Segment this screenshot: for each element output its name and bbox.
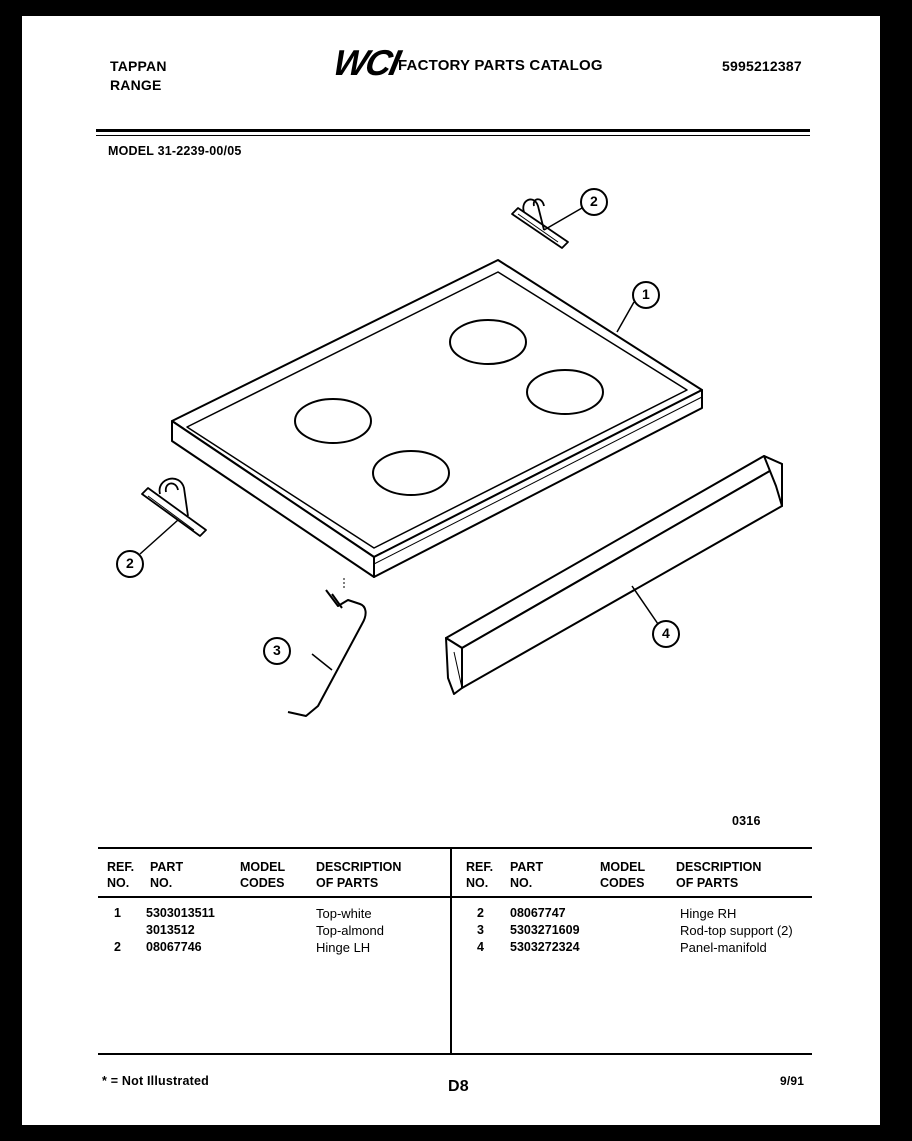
product-name: RANGE xyxy=(110,77,162,93)
right-row-1-part: 08067747 xyxy=(510,906,566,920)
right-header-desc: DESCRIPTION OF PARTS xyxy=(676,860,762,890)
left-header-part: PART NO. xyxy=(150,860,184,890)
table-header-rule xyxy=(98,896,812,898)
right-row-2-part: 5303271609 xyxy=(510,923,580,937)
leader-1 xyxy=(617,302,634,332)
right-row-3-ref: 4 xyxy=(477,940,484,954)
figure-code: 0316 xyxy=(732,814,761,828)
left-row-1-ref: 1 xyxy=(114,906,121,920)
callout-label-3: 3 xyxy=(273,642,281,658)
rod-top-support-part xyxy=(288,578,366,716)
right-header-part: PART NO. xyxy=(510,860,544,890)
left-row-1-desc: Top-white xyxy=(316,906,372,921)
cooktop-part xyxy=(172,260,702,577)
leader-4 xyxy=(632,586,658,624)
catalog-date: 9/91 xyxy=(780,1074,805,1088)
wci-logo: WCI xyxy=(329,42,403,83)
left-row-2-desc: Top-almond xyxy=(316,923,384,938)
right-row-1-ref: 2 xyxy=(477,906,484,920)
table-divider xyxy=(450,849,452,1053)
left-row-1-part: 5303013511 xyxy=(146,906,215,920)
hinge-lh-part xyxy=(142,479,206,536)
right-row-3-desc: Panel-manifold xyxy=(680,940,767,955)
catalog-title: FACTORY PARTS CATALOG xyxy=(398,57,603,74)
left-row-3-part: 08067746 xyxy=(146,940,202,954)
right-row-1-desc: Hinge RH xyxy=(680,906,737,921)
right-row-2-desc: Rod-top support (2) xyxy=(680,923,793,938)
catalog-number: 5995212387 xyxy=(722,58,802,74)
left-header-desc: DESCRIPTION OF PARTS xyxy=(316,860,402,890)
not-illustrated-note: * = Not Illustrated xyxy=(102,1074,209,1088)
left-header-model: MODEL CODES xyxy=(240,860,286,890)
leader-2-top xyxy=(544,208,582,230)
page-code: D8 xyxy=(448,1078,469,1095)
catalog-page xyxy=(22,16,880,1125)
left-row-3-desc: Hinge LH xyxy=(316,940,371,955)
right-header-model: MODEL CODES xyxy=(600,860,646,890)
callout-label-2-left: 2 xyxy=(126,555,134,571)
model-number: MODEL 31-2239-00/05 xyxy=(108,144,242,158)
leader-3 xyxy=(312,654,332,670)
right-row-3-part: 5303272324 xyxy=(510,940,580,954)
right-row-2-ref: 3 xyxy=(477,923,484,937)
left-row-2-part: 3013512 xyxy=(146,923,195,937)
callout-label-1: 1 xyxy=(642,286,650,302)
brand-name: TAPPAN xyxy=(110,58,167,74)
hinge-rh-part xyxy=(512,199,568,248)
table-top-rule xyxy=(98,847,812,849)
callout-label-2-top: 2 xyxy=(590,193,598,209)
leader-2-left xyxy=(140,520,178,554)
left-header-ref: REF. NO. xyxy=(107,860,135,890)
left-row-3-ref: 2 xyxy=(114,940,121,954)
right-header-ref: REF. NO. xyxy=(466,860,494,890)
table-bottom-rule xyxy=(98,1053,812,1055)
callout-label-4: 4 xyxy=(662,625,670,641)
exploded-parts-diagram xyxy=(22,16,880,816)
